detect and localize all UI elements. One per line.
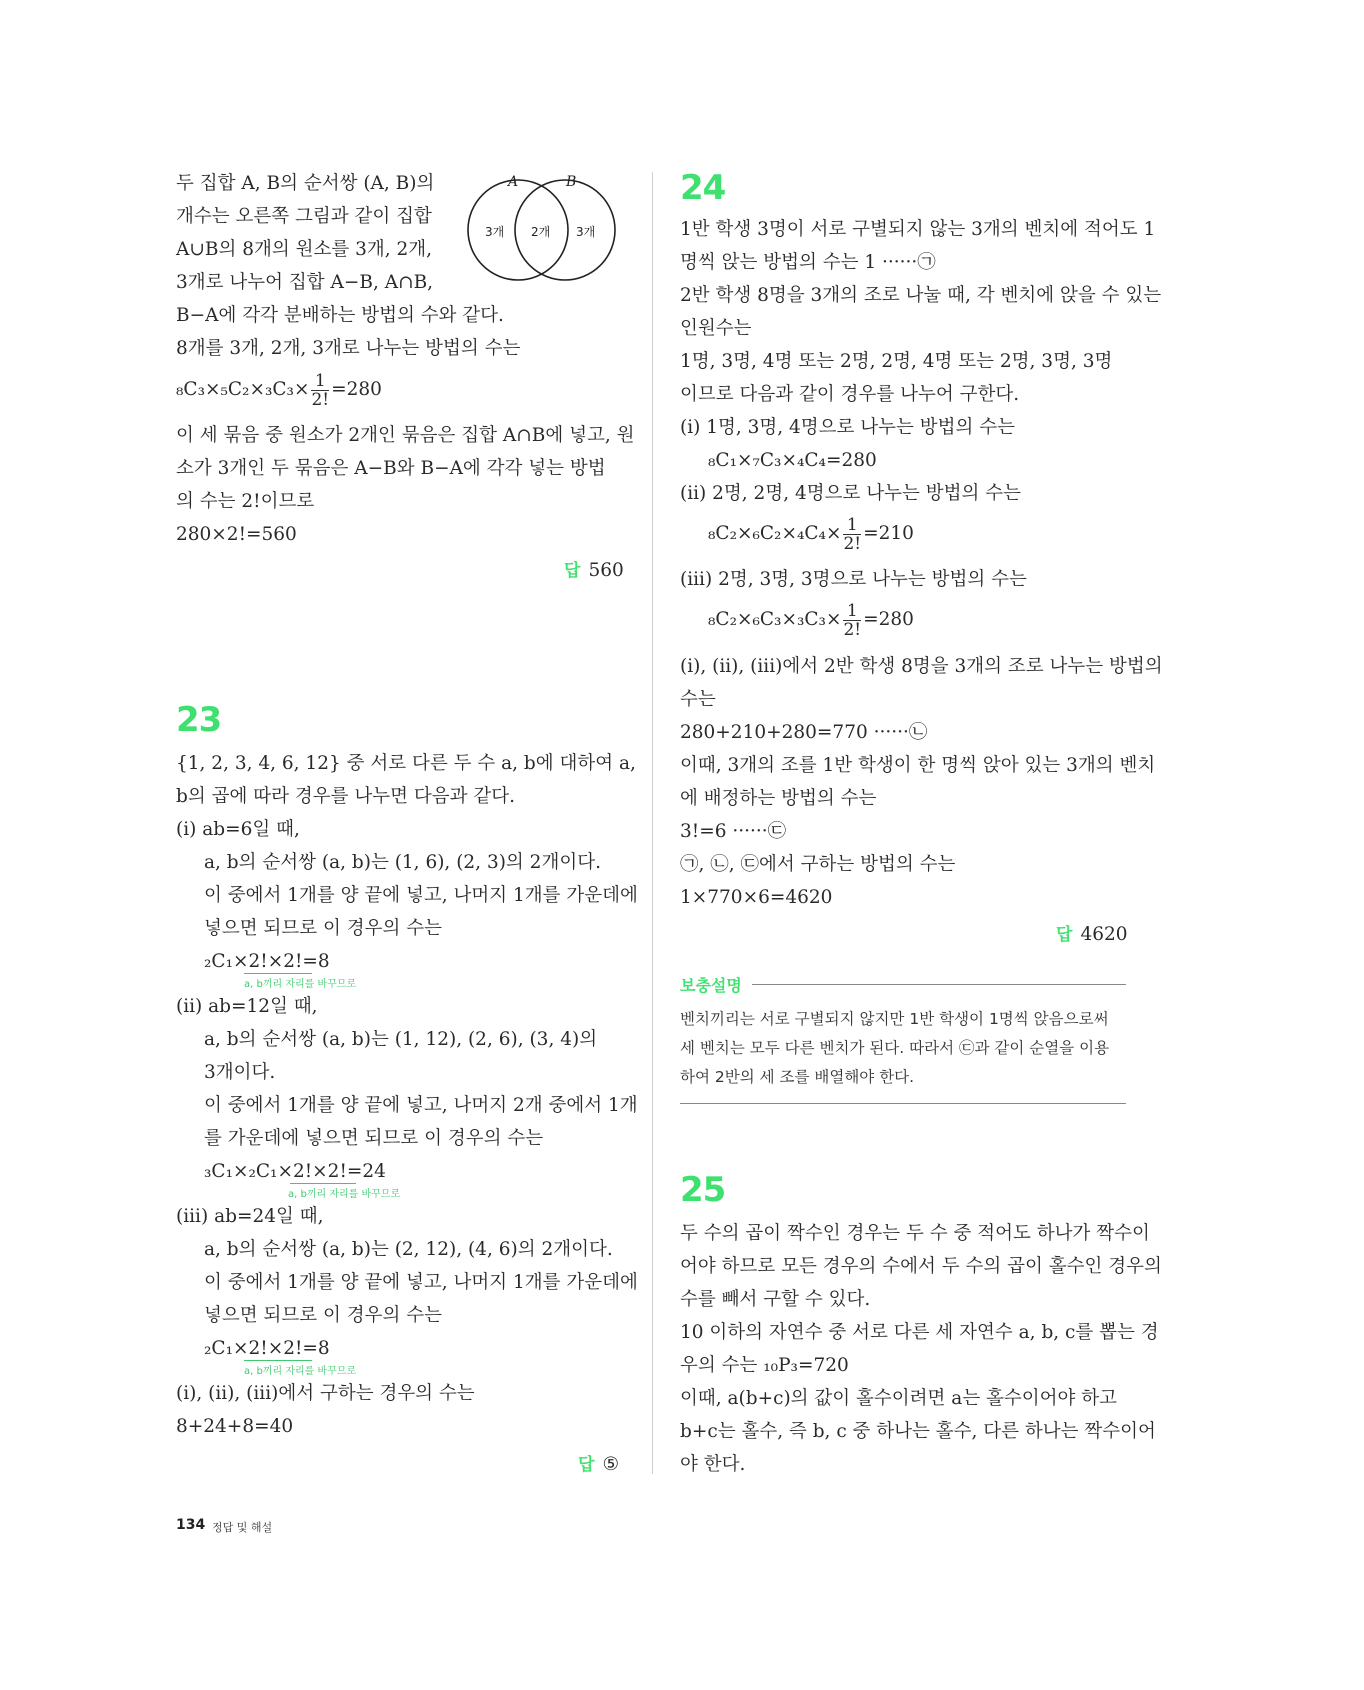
venn-mid-count: 2개 — [531, 225, 551, 239]
p24-formula-3 — [680, 600, 914, 640]
p24-line-17: 1×770×6=4620 — [680, 887, 833, 908]
p24-line-12: 280+210+280=770 ······㉡ — [680, 722, 928, 743]
p22-frac-den: 2! — [311, 389, 330, 410]
p23-line-0: {1, 2, 3, 4, 6, 12} 중 서로 다른 두 수 a, b에 대하여 a, — [176, 753, 636, 774]
answer-value: 4620 — [1080, 924, 1128, 945]
p23-line-13: (iii) ab=24일 때, — [176, 1206, 324, 1227]
p24-line-7: ₈C₁×₇C₃×₄C₄=280 — [708, 450, 877, 471]
venn-label-a: A — [508, 174, 519, 190]
p24-line-9: (iii) 2명, 3명, 3명으로 나누는 방법의 수는 — [680, 569, 1027, 590]
p22-answer — [564, 556, 624, 581]
p24-line-10: (i), (ii), (iii)에서 2반 학생 8명을 3개의 조로 나누는 방법의 — [680, 656, 1163, 677]
p22-line-5: 8개를 3개, 2개, 3개로 나누는 방법의 수는 — [176, 338, 521, 359]
p22-formula — [176, 370, 382, 410]
p22-line2-0: 이 세 묶음 중 원소가 2개인 묶음은 집합 A∩B에 넣고, 원 — [176, 425, 635, 446]
p23-line-4: 이 중에서 1개를 양 끝에 넣고, 나머지 1개를 가운데에 — [204, 885, 638, 906]
venn-right-count: 3개 — [576, 225, 596, 239]
p24-line-16: ㉠, ㉡, ㉢에서 구하는 방법의 수는 — [680, 854, 956, 875]
p22-formula-post: =280 — [331, 379, 382, 400]
p23-line-10: 이 중에서 1개를 양 끝에 넣고, 나머지 2개 중에서 1개 — [204, 1095, 638, 1116]
p24-line-0: 1반 학생 3명이 서로 구별되지 않는 3개의 벤치에 적어도 1 — [680, 219, 1156, 240]
p24-line-15: 3!=6 ······㉢ — [680, 821, 787, 842]
supplement-line-2: 하여 2반의 세 조를 배열해야 한다. — [680, 1068, 915, 1086]
p23-line-14: a, b의 순서쌍 (a, b)는 (2, 12), (4, 6)의 2개이다. — [204, 1239, 613, 1260]
venn-circle-a — [468, 180, 568, 280]
problem-number-24: 24 — [680, 168, 726, 208]
p23-answer — [578, 1450, 619, 1475]
p24-line-4: 1명, 3명, 4명 또는 2명, 2명, 4명 또는 2명, 3명, 3명 — [680, 351, 1113, 372]
p23-line-19: 8+24+8=40 — [176, 1416, 294, 1437]
p24-f3-num: 1 — [843, 602, 861, 621]
p25-line-2: 수를 빼서 구할 수 있다. — [680, 1289, 871, 1310]
p22-line-0: 두 집합 A, B의 순서쌍 (A, B)의 — [176, 173, 435, 194]
p25-line-1: 어야 하므로 모든 경우의 수에서 두 수의 곱이 홀수인 경우의 — [680, 1256, 1162, 1277]
answer-value: ⑤ — [602, 1454, 620, 1475]
p22-line2-2: 의 수는 2!이므로 — [176, 491, 315, 512]
venn-left-count: 3개 — [485, 225, 505, 239]
answer-label: 답 — [564, 561, 581, 581]
footer-label: 정답 및 해설 — [212, 1521, 273, 1534]
p23-line-5: 넣으면 되므로 이 경우의 수는 — [204, 918, 442, 939]
p23-line-3: a, b의 순서쌍 (a, b)는 (1, 6), (2, 3)의 2개이다. — [204, 852, 601, 873]
p24-answer — [1056, 920, 1128, 945]
p22-line2-1: 소가 3개인 두 묶음은 A−B와 B−A에 각각 넣는 방법 — [176, 458, 606, 479]
supplement-title: 보충설명 — [680, 976, 742, 995]
p23-line-16: 넣으면 되므로 이 경우의 수는 — [204, 1305, 442, 1326]
p24-f2-fraction — [843, 516, 861, 553]
p25-line-4: 우의 수는 ₁₀P₃=720 — [680, 1355, 849, 1376]
p22-line-3: 3개로 나누어 집합 A−B, A∩B, — [176, 272, 434, 293]
answer-label: 답 — [578, 1455, 595, 1475]
p23-line-15: 이 중에서 1개를 양 끝에 넣고, 나머지 1개를 가운데에 — [204, 1272, 638, 1293]
problem-number-23: 23 — [176, 700, 222, 740]
p25-line-0: 두 수의 곱이 짝수인 경우는 두 수 중 적어도 하나가 짝수이 — [680, 1223, 1150, 1244]
p24-f2-pre: ₈C₂×₆C₂×₄C₄× — [708, 523, 842, 544]
p23-note-3: a, b끼리 자리를 바꾸므로 — [244, 1366, 357, 1377]
supplement-bottom-rule — [680, 1103, 1126, 1104]
supplement-title-rule — [752, 984, 1126, 985]
problem-number-25: 25 — [680, 1170, 726, 1210]
p24-f3-fraction — [843, 602, 861, 639]
p23-note-2: a, b끼리 자리를 바꾸므로 — [288, 1189, 401, 1200]
p24-line-6: (i) 1명, 3명, 4명으로 나누는 방법의 수는 — [680, 417, 1016, 438]
p24-f3-pre: ₈C₂×₆C₃×₃C₃× — [708, 609, 842, 630]
p24-f2-num: 1 — [843, 516, 861, 535]
p24-f3-post: =280 — [863, 609, 914, 630]
p24-line-8: (ii) 2명, 2명, 4명으로 나누는 방법의 수는 — [680, 483, 1021, 504]
p24-line-2: 2반 학생 8명을 3개의 조로 나눌 때, 각 벤치에 앉을 수 있는 — [680, 285, 1162, 306]
p24-line-11: 수는 — [680, 689, 716, 710]
p25-line-5: 이때, a(b+c)의 값이 홀수이려면 a는 홀수이어야 하고 — [680, 1388, 1118, 1409]
p23-line-9: 3개이다. — [204, 1062, 276, 1083]
p23-line-17: ₂C₁×2!×2!=8 — [204, 1338, 330, 1359]
p23-line-8: a, b의 순서쌍 (a, b)는 (1, 12), (2, 6), (3, 4)의 — [204, 1029, 598, 1050]
answer-value: 560 — [588, 560, 624, 581]
p23-note-1: a, b끼리 자리를 바꾸므로 — [244, 979, 357, 990]
p25-line-7: 야 한다. — [680, 1454, 746, 1475]
p22-line-4: B−A에 각각 분배하는 방법의 수와 같다. — [176, 305, 504, 326]
p23-line-1: b의 곱에 따라 경우를 나누면 다음과 같다. — [176, 786, 515, 807]
p24-line-5: 이므로 다음과 같이 경우를 나누어 구한다. — [680, 384, 1020, 405]
venn-circle-b — [515, 180, 615, 280]
p22-formula-pre: ₈C₃×₅C₂×₃C₃× — [176, 379, 310, 400]
p22-frac-num: 1 — [311, 372, 329, 391]
venn-diagram — [460, 172, 630, 284]
p24-formula-2 — [680, 514, 914, 554]
supplement-line-1: 세 벤치는 모두 다른 벤치가 된다. 따라서 ㉢과 같이 순열을 이용 — [680, 1039, 1110, 1057]
p22-line2-3: 280×2!=560 — [176, 524, 297, 545]
p24-line-14: 에 배정하는 방법의 수는 — [680, 788, 877, 809]
p23-line-7: (ii) ab=12일 때, — [176, 996, 318, 1017]
p22-line-1: 개수는 오른쪽 그림과 같이 집합 — [176, 206, 432, 227]
page-number: 134 — [176, 1517, 206, 1533]
column-divider — [652, 172, 653, 1474]
p24-f3-den: 2! — [843, 619, 862, 640]
p23-line-11: 를 가운데에 넣으면 되므로 이 경우의 수는 — [204, 1128, 544, 1149]
p24-f2-post: =210 — [863, 523, 914, 544]
p23-line-18: (i), (ii), (iii)에서 구하는 경우의 수는 — [176, 1383, 475, 1404]
p23-line-2: (i) ab=6일 때, — [176, 819, 300, 840]
p23-underline-1 — [244, 973, 312, 974]
p25-line-3: 10 이하의 자연수 중 서로 다른 세 자연수 a, b, c를 뽑는 경 — [680, 1322, 1159, 1343]
p24-f2-den: 2! — [843, 533, 862, 554]
p23-underline-3 — [244, 1360, 312, 1361]
p24-line-3: 인원수는 — [680, 318, 752, 339]
venn-label-b: B — [566, 174, 577, 190]
p22-fraction — [311, 372, 329, 409]
p24-line-1: 명씩 앉는 방법의 수는 1 ······㉠ — [680, 252, 936, 273]
supplement-line-0: 벤치끼리는 서로 구별되지 않지만 1반 학생이 1명씩 앉음으로써 — [680, 1010, 1109, 1028]
p23-line-12: ₃C₁×₂C₁×2!×2!=24 — [204, 1161, 386, 1182]
p25-line-6: b+c는 홀수, 즉 b, c 중 하나는 홀수, 다른 하나는 짝수이어 — [680, 1421, 1156, 1442]
p23-line-6: ₂C₁×2!×2!=8 — [204, 951, 330, 972]
p22-line-2: A∪B의 8개의 원소를 3개, 2개, — [176, 239, 433, 260]
answer-label: 답 — [1056, 925, 1073, 945]
p23-underline-2 — [290, 1183, 356, 1184]
p24-line-13: 이때, 3개의 조를 1반 학생이 한 명씩 앉아 있는 3개의 벤치 — [680, 755, 1156, 776]
